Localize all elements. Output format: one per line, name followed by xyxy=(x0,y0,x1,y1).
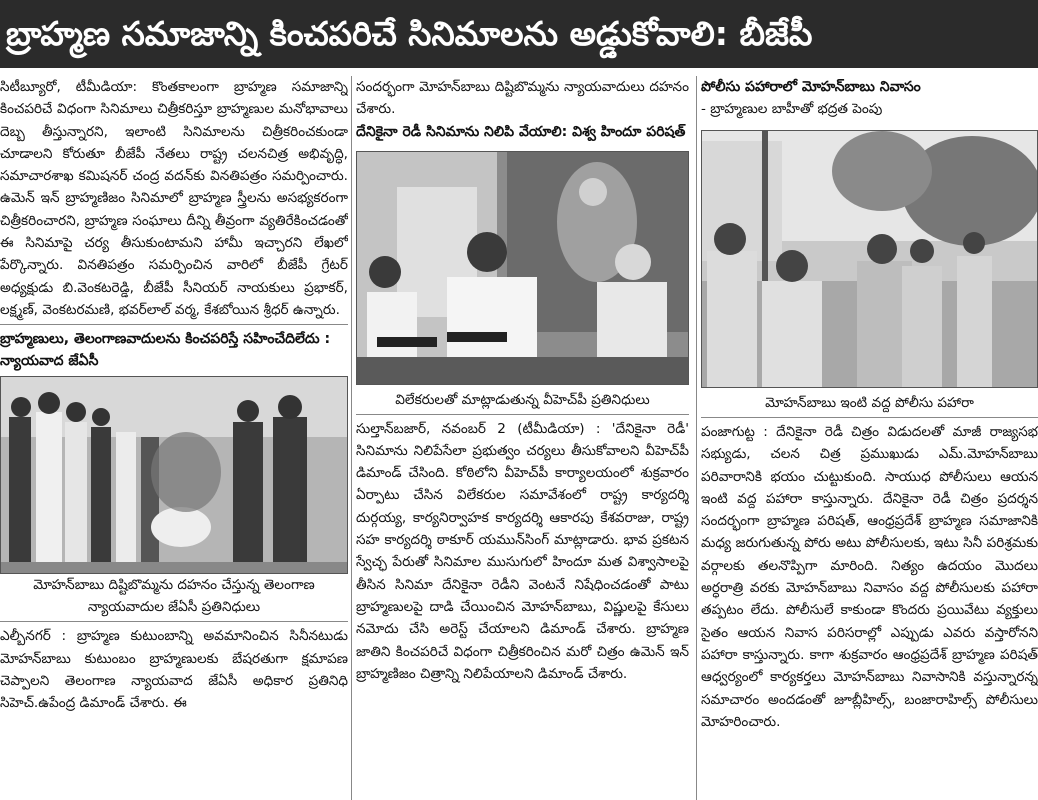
bjp-story-text: సిటీబ్యూరో, టీమీడియా: కొంతకాలంగా బ్రాహ్మణ సమాజాన్ని కించపరిచే విధంగా సినిమాలు చిత్రీకరిస్తూ బ్రాహ్మణుల మనోభావాలు దెబ్బ తీస్తున్నారని, ఇలాంటి సినిమాలను చిత్రీకరించకుండా చూడాలని కోరుతూ బీజేపీ నేతలు రాష్ట్ర చలనచిత్ర అభివృద్ధి, సమాచారశాఖ కమిషనర్ చంద్ర వదన్‌కు వినతిపత్రం సమర్పించారు. ఉమెన్ ఇన్ బ్రాహ్మణిజం సినిమాలో బ్రాహ్మణ స్త్రీలను అసభ్యకరంగా చిత్రీకరించారని, బ్రాహ్మణ సంఘాలు దీన్ని తీవ్రంగా వ్యతిరేకించడంతో ఈ సినిమాపై చర్య తీసుకుంటామని హామీ ఇచ్చారని లేఖలో పేర్కొన్నారు. వినతిపత్రం సమర్పించిన వారిలో బీజేపీ గ్రేటర్ అధ్యక్షుడు బి.వెంకటరెడ్డి, బీజేపీ సీనియర్ నాయకులు ప్రభాకర్, లక్ష్మణ్, వెంకటరమణి, భవర్‌లాల్ వర్మ, కేశబోయిన శ్రీధర్ ఉన్నారు. xyxy=(0,79,348,318)
photo-caption: విలేకరులతో మాట్లాడుతున్న వీహెచ్‌పీ ప్రతినిధులు xyxy=(395,391,650,408)
photo-caption: మోహన్‌బాబు ఇంటి వద్ద పోలీసు పహారా xyxy=(765,395,974,411)
column-divider xyxy=(696,76,697,800)
divider xyxy=(0,324,348,325)
column-3 xyxy=(701,76,1038,800)
divider xyxy=(0,621,348,622)
police-subheadline: - బ్రాహ్మణుల బాహీతో భద్రత పెంపు xyxy=(701,101,883,117)
vhp-headline: దేనికైనా రెడీ సినిమాను నిలిపి వేయాలి: విశ్వ హిందూ పరిషత్ xyxy=(356,123,686,140)
vhp-story-text: సుల్తాన్‌బజార్, నవంబర్ 2 (టీమీడియా) : 'దేనికైనా రెడీ' సినిమాను నిలిపేసేలా ప్రభుత్వం చర్యలు తీసుకోవాలని వీహెచ్‌పీ డిమాండ్ చేసింది. కోఠిలోని వీహెచ్‌పీ కార్యాలయంలో శుక్రవారం ఏర్పాటు చేసిన విలేకరుల సమావేశంలో రాష్ట్ర కార్యదర్శి దుర్గయ్య, కార్యనిర్వాహక కార్యదర్శి ఆకారపు కేశవరాజు, రాష్ట్ర సహ కార్యదర్శి ఠాకూర్ యమున్‌సింగ్ మాట్లాడారు. భావ ప్రకటన స్వేచ్ఛ పేరుతో సినిమాల ముసుగులో హిందూ మత విశ్వాసాలపై తీసిన సినిమా దేనికైనా రెడీని వెంటనే నిషేధించడంతో పాటు బ్రాహ్మణులపై దాడి చేయించిన మోహన్‌బాబు, విష్ణులపై కేసులు నమోదు చేసి అరెస్ట్ చేయాలని డిమాండ్ చేశారు. బ్రాహ్మణ జాతిని కించపరిచే విధంగా చిత్రీకరించిన మరో చిత్రం ఉమెన్ ఇన్ బ్రాహ్మణిజం చిత్రాన్ని నిలిపేయాలని డిమాండ్ చేశారు. xyxy=(356,420,689,682)
vhp-press-meet-photo xyxy=(356,151,689,385)
jac-headline: బ్రాహ్మణులు, తెలంగాణవాదులను కించపరిస్తే సహించేదిలేదు : న్యాయవాద జేఏసీ xyxy=(0,331,331,370)
divider xyxy=(701,417,1038,418)
column-2 xyxy=(356,76,689,800)
effigy-lead-text: సందర్భంగా మోహన్‌బాబు దిష్టిబొమ్మను న్యాయవాదులు దహనం చేశారు. xyxy=(356,79,689,118)
police-story-text: పంజాగుట్ట : దేనికైనా రెడీ చిత్రం విడుదలతో మాజీ రాజ్యసభ సభ్యుడు, చలన చిత్ర ప్రముఖుడు ఎమ్.మోహన్‌బాబు పరివారానికి భయం చుట్టుకుంది. సాయుధ పోలీసులు ఆయన ఇంటి వద్ద పహారా కాస్తున్నారు. దేనికైనా రెడీ చిత్రం ప్రదర్శన సందర్భంగా బ్రాహ్మణ పరిషత్, ఆంధ్రప్రదేశ్ బ్రాహ్మణ సమాజానికి మధ్య జరుగుతున్న పోరు అటు పోలీసులకు, ఇటు సినీ పరిశ్రమకు వర్గాలకు తలనొప్పిగా మారింది. నిత్యం ఉదయం మొదలు అర్ధరాత్రి వరకు మోహన్‌బాబు నివాసం వద్ద పోలీసులకు పహారా తప్పటం లేదు. పోలీసులే కాకుండా కొందరు ప్రయివేటు వ్యక్తులు సైతం ఆయన నివాస పరిసరాల్లో ఎప్పుడు ఎవరు వస్తారోనని పహారా కాస్తున్నారు. కాగా శుక్రవారం ఆంధ్రప్రదేశ్ బ్రాహ్మణ పరిషత్ ఆధ్వర్యంలో కార్యకర్తలు మోహన్‌బాబు నివాసానికి వస్తున్నారన్న సమాచారం అందడంతో జూబ్లీహిల్స్, బంజారాహిల్స్ పోలీసులు మోహరించారు. xyxy=(701,424,1038,730)
headline: బ్రాహ్మణ సమాజాన్ని కించపరిచే సినిమాలను అడ్డుకోవాలి: బీజేపీ xyxy=(0,0,1038,68)
lbnagar-story-text: ఎల్బీనగర్ : బ్రాహ్మణ కుటుంబాన్ని అవమానించిన సినీనటుడు మోహన్‌బాబు కుటుంబం బ్రాహ్మణులకు బేషరతుగా క్షమాపణ చెప్పాలని తెలంగాణ న్యాయవాద జేఏసీ అధికార ప్రతినిధి సిహెచ్.ఉపేంద్ర డిమాండ్ చేశారు. ఈ xyxy=(0,628,348,712)
divider xyxy=(356,414,689,415)
column-divider xyxy=(351,76,352,800)
photo-caption: మోహన్‌బాబు దిష్టిబొమ్మను దహనం చేస్తున్న తెలంగాణ న్యాయవాదుల జేఏసీ ప్రతినిధులు xyxy=(33,577,315,616)
effigy-burning-photo xyxy=(0,376,348,574)
police-headline: పోలీసు పహారాలో మోహన్‌బాబు నివాసం xyxy=(701,79,921,95)
column-1 xyxy=(0,76,348,800)
police-guard-photo xyxy=(701,130,1038,388)
